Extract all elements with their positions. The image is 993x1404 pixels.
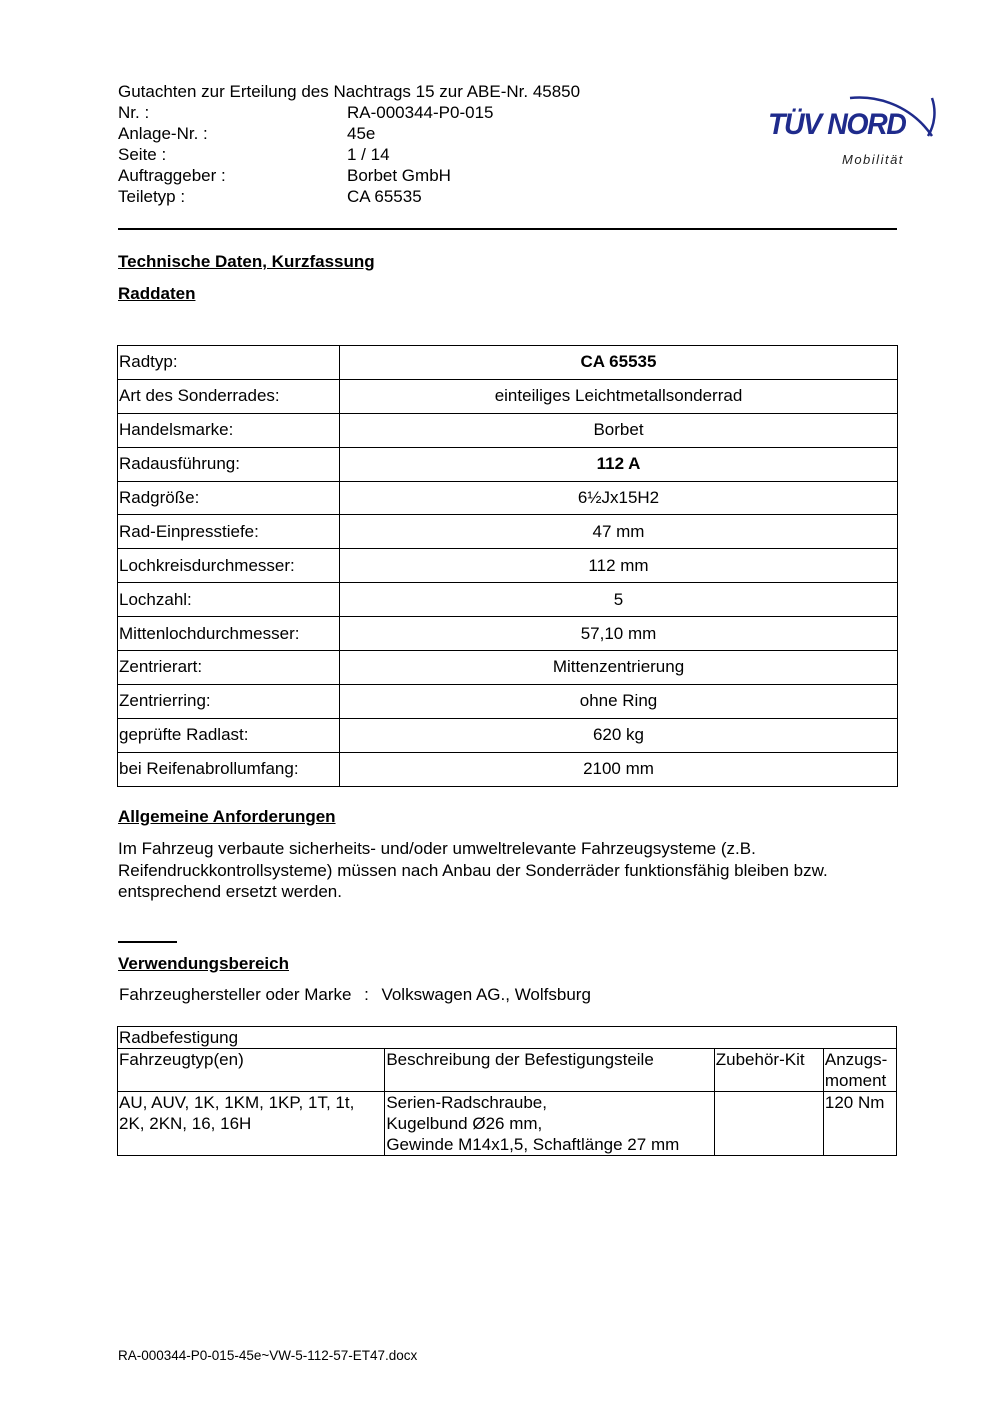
section-raddaten: Raddaten [118,284,196,303]
footer-filename: RA-000344-P0-015-45e~VW-5-112-57-ET47.docx [118,1348,418,1363]
document-header [118,81,678,207]
raddaten-label: Zentrierart: [118,651,340,685]
header-row [118,186,678,207]
raddaten-value: Mittenzentrierung [340,651,898,685]
header-divider [118,228,897,230]
header-row-label: Teiletyp : [118,187,186,206]
raddaten-row [118,549,898,583]
short-divider [118,941,177,943]
header-row-label: Anlage-Nr. : [118,124,208,143]
raddaten-value: 112 A [340,447,898,481]
section-technische-daten: Technische Daten, Kurzfassung [118,252,375,271]
header-row [118,102,678,123]
radbefestigung-row-cell: Serien-Radschraube, Kugelbund Ø26 mm, Gewinde M14x1,5, Schaftlänge 27 mm [385,1092,714,1156]
raddaten-label: Radtyp: [118,346,340,380]
raddaten-table [117,345,898,787]
raddaten-label: Lochkreisdurchmesser: [118,549,340,583]
vehicle-manufacturer [119,985,591,1005]
raddaten-row [118,718,898,752]
raddaten-value: 47 mm [340,515,898,549]
raddaten-row [118,481,898,515]
raddaten-value: 620 kg [340,718,898,752]
raddaten-value: 2100 mm [340,752,898,786]
radbefestigung-header-cell: Anzugs- moment [823,1049,896,1092]
raddaten-row [118,379,898,413]
raddaten-label: Zentrierring: [118,684,340,718]
radbefestigung-row [118,1092,897,1156]
raddaten-label: geprüfte Radlast: [118,718,340,752]
raddaten-row [118,346,898,380]
manufacturer-label: Fahrzeughersteller oder Marke [119,985,352,1004]
logo-brand: TÜV NORD [768,108,906,141]
raddaten-row [118,413,898,447]
radbefestigung-header-cell: Beschreibung der Befestigungsteile [385,1049,714,1092]
radbefestigung-row-cell [714,1092,823,1156]
raddaten-row [118,617,898,651]
raddaten-value: ohne Ring [340,684,898,718]
manufacturer-value: Volkswagen AG., Wolfsburg [381,985,591,1004]
header-row-label: Auftraggeber : [118,166,226,185]
header-row [118,165,678,186]
raddaten-row [118,752,898,786]
raddaten-label: Art des Sonderrades: [118,379,340,413]
raddaten-value: 57,10 mm [340,617,898,651]
header-row-value: RA-000344-P0-015 [347,103,494,122]
raddaten-row [118,447,898,481]
radbefestigung-header-cell: Zubehör-Kit [714,1049,823,1092]
raddaten-row [118,684,898,718]
raddaten-value: CA 65535 [340,346,898,380]
header-row-label: Nr. : [118,103,150,122]
raddaten-row [118,583,898,617]
radbefestigung-table [117,1026,897,1156]
header-row [118,123,678,144]
raddaten-row [118,651,898,685]
raddaten-value: Borbet [340,413,898,447]
document-title: Gutachten zur Erteilung des Nachtrags 15 zur ABE-Nr. 45850 [118,82,581,101]
raddaten-row [118,515,898,549]
radbefestigung-caption-row [118,1027,897,1049]
header-row [118,144,678,165]
raddaten-value: 6½Jx15H2 [340,481,898,515]
radbefestigung-header [118,1049,897,1092]
header-row-label: Seite : [118,145,167,164]
radbefestigung-caption: Radbefestigung [118,1027,897,1049]
raddaten-label: Radgröße: [118,481,340,515]
raddaten-value: 5 [340,583,898,617]
tuev-nord-logo [760,58,945,173]
raddaten-label: Mittenlochdurchmesser: [118,617,340,651]
raddaten-label: bei Reifenabrollumfang: [118,752,340,786]
section-allgemeine-anforderungen: Allgemeine Anforderungen [118,807,336,826]
header-row-value: 1 / 14 [347,145,390,164]
manufacturer-separator: : [364,985,369,1004]
header-row-value: 45e [347,124,376,143]
radbefestigung-row-cell: 120 Nm [823,1092,896,1156]
raddaten-value: einteiliges Leichtmetallsonderrad [340,379,898,413]
raddaten-label: Rad-Einpresstiefe: [118,515,340,549]
radbefestigung-row-cell: AU, AUV, 1K, 1KM, 1KP, 1T, 1t, 2K, 2KN, 16, 16H [118,1092,385,1156]
radbefestigung-header-cell: Fahrzeugtyp(en) [118,1049,385,1092]
raddaten-value: 112 mm [340,549,898,583]
allgemeine-text: Im Fahrzeug verbaute sicherheits- und/oder umweltrelevante Fahrzeugsysteme (z.B. Reifendruckkontrollsysteme) müssen nach Anbau der Sonderräder funktionsfähig bleiben bzw. entsprechend ersetzt werden. [118,839,828,901]
raddaten-label: Radausführung: [118,447,340,481]
raddaten-label: Handelsmarke: [118,413,340,447]
section-verwendungsbereich: Verwendungsbereich [118,954,289,973]
logo-subtitle: Mobilität [842,152,904,167]
header-row-value: CA 65535 [347,187,422,206]
raddaten-label: Lochzahl: [118,583,340,617]
header-row-value: Borbet GmbH [347,166,451,185]
